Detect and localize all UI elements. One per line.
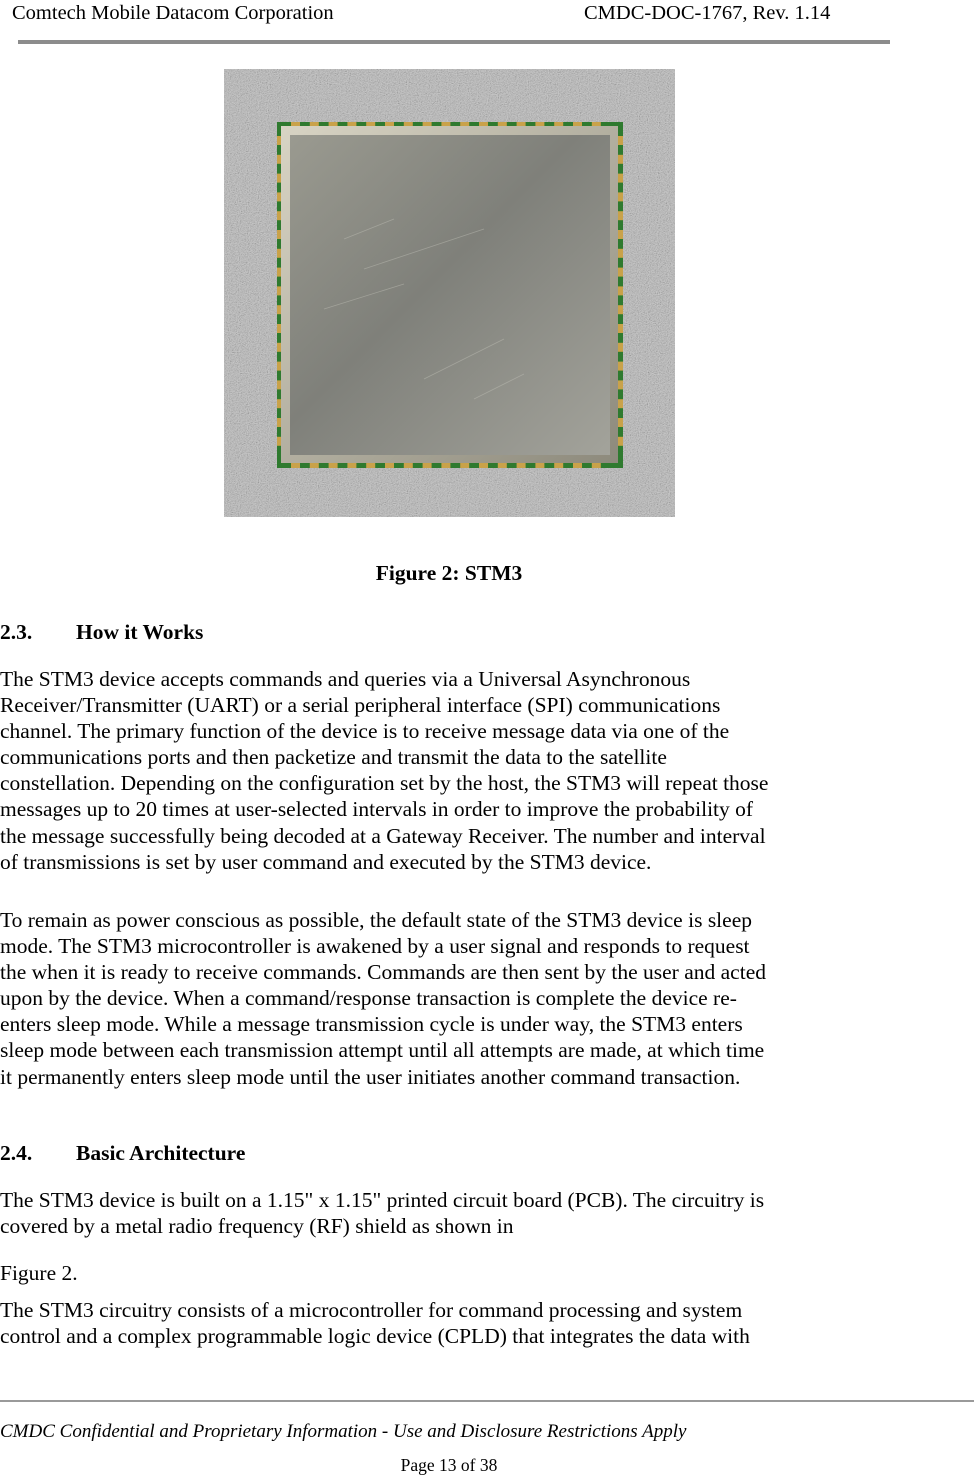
section-number: 2.4.	[0, 1141, 33, 1165]
text-line: upon by the device. When a command/response transaction is complete the device re-	[0, 986, 737, 1011]
text-line: Figure 2.	[0, 1261, 78, 1285]
text-line: covered by a metal radio frequency (RF) shield as shown in	[0, 1214, 514, 1239]
header-doc-id: CMDC-DOC-1767, Rev. 1.14	[584, 2, 831, 24]
text-line: The STM3 device accepts commands and queries via a Universal Asynchronous	[0, 667, 691, 691]
footer-page-number: Page 13 of 38	[400, 1455, 498, 1475]
text-line: the when it is ready to receive commands. Commands are then sent by the user and acted	[0, 960, 766, 985]
text-line: sleep mode between each transmission attempt until all attempts are made, at which time	[0, 1038, 765, 1063]
header-company: Comtech Mobile Datacom Corporation	[12, 2, 334, 24]
text-line: mode. The STM3 microcontroller is awakened by a user signal and responds to request	[0, 934, 750, 959]
text-line: of transmissions is set by user command and executed by the STM3 device.	[0, 849, 652, 874]
text-line: The STM3 device is built on a 1.15" x 1.15" printed circuit board (PCB). The circuitry is	[0, 1188, 765, 1212]
footer-confidentiality-notice: CMDC Confidential and Proprietary Information - Use and Disclosure Restrictions Apply	[0, 1421, 687, 1442]
header-divider	[18, 40, 890, 44]
stm3-module-photo	[224, 69, 675, 517]
text-line: To remain as power conscious as possible, the default state of the STM3 device is sleep	[0, 908, 752, 932]
text-line: it permanently enters sleep mode until the user initiates another command transaction.	[0, 1064, 741, 1089]
text-line: control and a complex programmable logic device (CPLD) that integrates the data with	[0, 1324, 750, 1349]
text-line: The STM3 circuitry consists of a microcontroller for command processing and system	[0, 1298, 743, 1322]
text-line: Receiver/Transmitter (UART) or a serial peripheral interface (SPI) communications	[0, 693, 721, 718]
footer-divider	[0, 1400, 974, 1402]
paragraph-how-it-works-1	[0, 666, 905, 875]
text-line: channel. The primary function of the device is to receive message data via one of the	[0, 719, 730, 744]
paragraph-how-it-works-2	[0, 907, 905, 1090]
section-title: How it Works	[76, 620, 204, 644]
text-line: communications ports and then packetize and transmit the data to the satellite	[0, 745, 667, 770]
figure-caption: Figure 2: STM3	[375, 561, 523, 585]
text-line: enters sleep mode. While a message transmission cycle is under way, the STM3 enters	[0, 1012, 743, 1037]
section-title: Basic Architecture	[76, 1141, 246, 1165]
paragraph-basic-architecture-2	[0, 1260, 905, 1286]
paragraph-basic-architecture-1	[0, 1187, 905, 1239]
section-number: 2.3.	[0, 620, 33, 644]
paragraph-basic-architecture-3	[0, 1297, 905, 1349]
text-line: constellation. Depending on the configuration set by the host, the STM3 will repeat those	[0, 771, 769, 796]
text-line: messages up to 20 times at user-selected intervals in order to improve the probability of	[0, 797, 754, 822]
text-line: the message successfully being decoded at a Gateway Receiver. The number and interval	[0, 823, 766, 848]
